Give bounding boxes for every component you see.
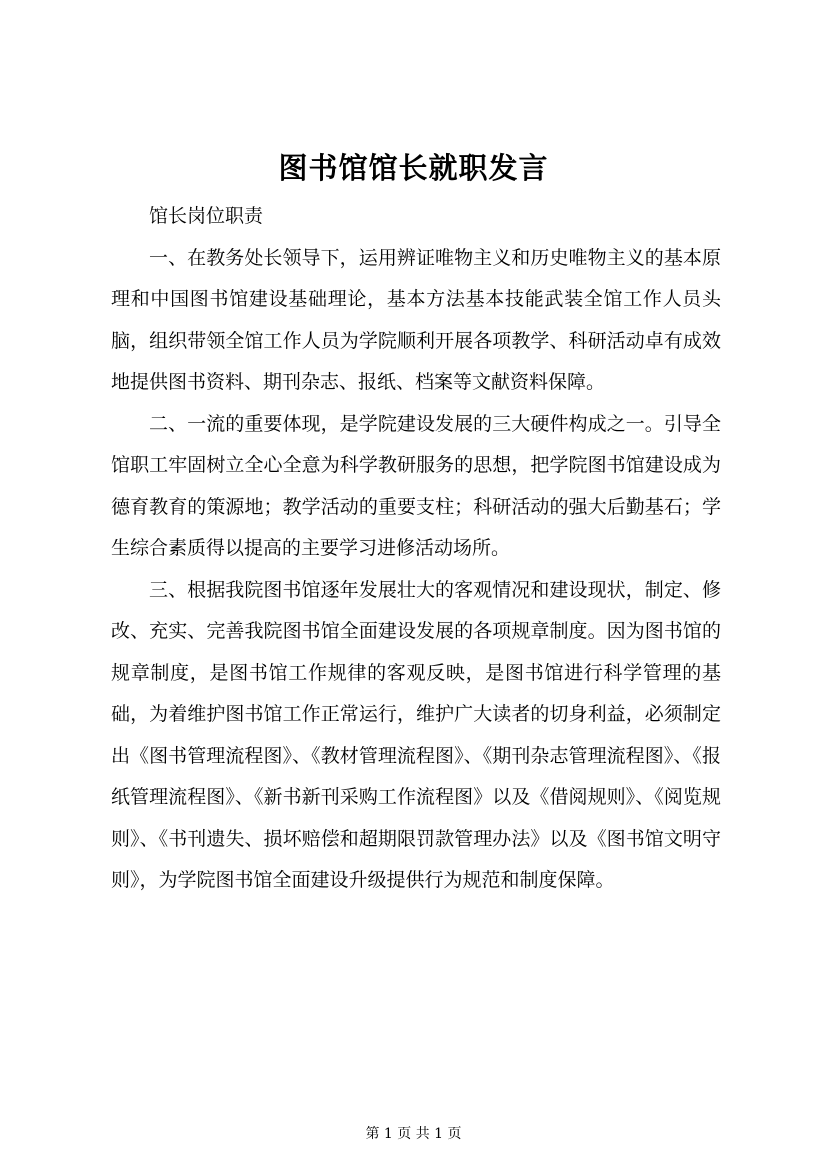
paragraph-duty-3: 三、根据我院图书馆逐年发展壮大的客观情况和建设现状，制定、修改、充实、完善我院图书馆全面建设发展的各项规章制度。因为图书馆的规章制度，是图书馆工作规律的客观反映，是图书馆进行科学管理的基础，为着维护图书馆工作正常运行，维护广大读者的切身利益，必须制定出《图书管理流程图》、《教材管理流程图》、《期刊杂志管理流程图》、《报纸管理流程图》、《新书新刊采购工作流程图》以及《借阅规则》、《阅览规则》、《书刊遗失、损坏赔偿和超期限罚款管理办法》以及《图书馆文明守则》，为学院图书馆全面建设升级提供行为规范和制度保障。	[111, 578, 721, 891]
section-heading: 馆长岗位职责	[149, 205, 264, 227]
paragraph-duty-2: 二、一流的重要体现，是学院建设发展的三大硬件构成之一。引导全馆职工牢固树立全心全意为科学教研服务的思想，把学院图书馆建设成为德育教育的策源地；教学活动的重要支柱；科研活动的强大后勤基石；学生综合素质得以提高的主要学习进修活动场所。	[111, 412, 721, 559]
paragraph-duty-1: 一、在教务处长领导下，运用辨证唯物主义和历史唯物主义的基本原理和中国图书馆建设基础理论，基本方法基本技能武装全馆工作人员头脑，组织带领全馆工作人员为学院顺利开展各项教学、科研活动卓有成效地提供图书资料、期刊杂志、报纸、档案等文献资料保障。	[111, 246, 721, 393]
document-title: 图书馆馆长就职发言	[278, 151, 549, 185]
page-number-footer: 第 1 页 共 1 页	[365, 1126, 462, 1142]
document-body	[111, 196, 721, 902]
